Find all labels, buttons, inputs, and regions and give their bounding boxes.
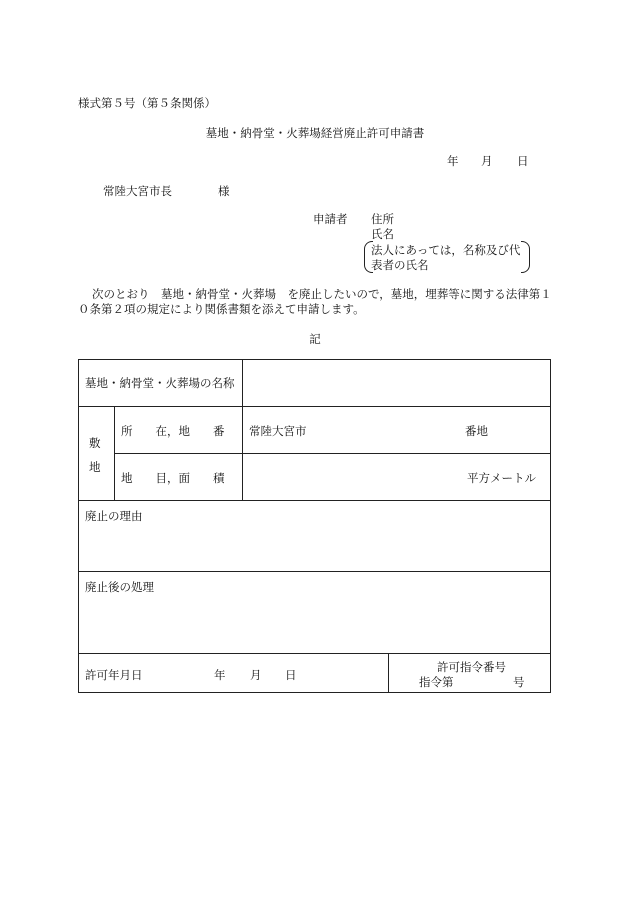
- reason-label: 廃止の理由: [85, 509, 143, 523]
- date-day-label: 日: [517, 154, 529, 168]
- addressee: 常陸大宮市長: [103, 184, 172, 198]
- body-text-line1: 次のとおり 墓地・納骨堂・火葬場 を廃止したいので，墓地，埋葬等に関する法律第１: [92, 287, 552, 301]
- area-unit: 平方メートル: [467, 471, 536, 485]
- column-divider: [242, 360, 243, 500]
- ki-heading: 記: [309, 332, 321, 346]
- facility-name-label: 墓地・納骨堂・火葬場の名称: [85, 376, 235, 390]
- body-text-line2: ０条第２項の規定により関係書類を添えて申請します。: [78, 302, 365, 316]
- document-title: 墓地・納骨堂・火葬場経営廃止許可申請書: [205, 126, 425, 140]
- date-month-label: 月: [481, 154, 493, 168]
- corporate-note-line2: 表者の氏名: [371, 258, 429, 272]
- permit-date-month: 月: [250, 668, 262, 682]
- location-city: 常陸大宮市: [249, 424, 307, 438]
- applicant-label: 申請者: [313, 212, 348, 226]
- permit-number-prefix: 指令第: [419, 675, 454, 689]
- honorific: 様: [218, 184, 230, 198]
- location-label: 所 在，地 番: [121, 424, 225, 438]
- permit-number-suffix: 号: [513, 675, 525, 689]
- row-divider: [79, 653, 550, 654]
- row-divider: [79, 571, 550, 572]
- name-label: 氏名: [371, 227, 394, 241]
- row-divider: [79, 500, 550, 501]
- permit-date-day: 日: [285, 668, 297, 682]
- land-label: 地 目，面 積: [121, 471, 225, 485]
- application-table: [78, 359, 551, 693]
- permit-date-year: 年: [214, 668, 226, 682]
- site-label-2: 地: [89, 460, 101, 474]
- address-label: 住所: [371, 212, 394, 226]
- permit-number-label: 許可指令番号: [437, 660, 506, 674]
- facility-name-field[interactable]: [251, 376, 541, 390]
- right-parenthesis: [521, 241, 530, 273]
- column-divider: [388, 653, 389, 692]
- corporate-note-line1: 法人にあっては，名称及び代: [371, 243, 521, 257]
- row-divider: [79, 406, 550, 407]
- date-year-label: 年: [447, 154, 459, 168]
- row-divider: [114, 453, 550, 454]
- location-suffix: 番地: [465, 424, 488, 438]
- permit-date-label: 許可年月日: [85, 668, 143, 682]
- after-disposal-label: 廃止後の処理: [85, 580, 154, 594]
- site-label-1: 敷: [89, 436, 101, 450]
- form-number: 様式第５号（第５条関係）: [78, 96, 216, 110]
- column-divider: [114, 406, 115, 500]
